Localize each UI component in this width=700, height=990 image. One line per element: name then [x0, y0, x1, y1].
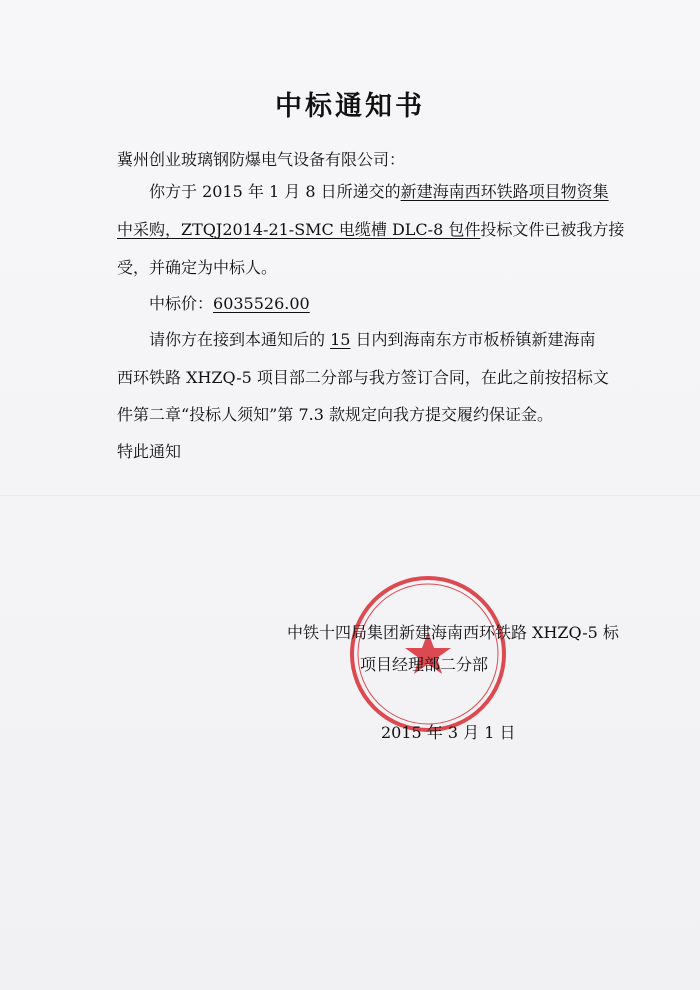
signature-date: 2015 年 3 月 1 日: [381, 723, 516, 742]
para2-line2: 西环铁路 XHZQ-5 项目部二分部与我方签订合同，在此之前按招标文: [117, 368, 609, 387]
bid-price: [149, 294, 310, 314]
para1-line2: [117, 220, 624, 240]
addressee: 冀州创业玻璃钢防爆电气设备有限公司：: [117, 150, 406, 169]
project-name-part2: 中采购，ZTQJ2014-21-SMC 电缆槽 DLC-8 包件: [117, 220, 481, 239]
signature-org-line1: 中铁十四局集团新建海南西环铁路 XHZQ-5 标: [287, 623, 619, 642]
closing-text: 特此通知: [117, 442, 182, 461]
bid-price-value: 6035526.00: [213, 294, 310, 313]
para2-line3: 件第二章“投标人须知”第 7.3 款规定向我方提交履约保证金。: [117, 405, 553, 424]
para1-line1-text: 你方于 2015 年 1 月 8 日所递交的: [149, 182, 401, 201]
signature-org-line2: 项目经理部二分部: [360, 655, 489, 674]
para2-line1-pre: 请你方在接到本通知后的: [149, 330, 331, 349]
para1-line1: [149, 182, 609, 202]
bid-price-label: 中标价：: [149, 294, 214, 313]
deadline-days: 15: [330, 330, 351, 349]
para1-line2-text: 投标文件已被我方接: [480, 220, 625, 239]
para2-line1: [149, 330, 596, 350]
para2-line1-post: 日内到海南东方市板桥镇新建海南: [350, 330, 596, 349]
document-title: 中标通知书: [275, 91, 425, 122]
fold-line: [0, 495, 700, 496]
project-name-part1: 新建海南西环铁路项目物资集: [400, 182, 609, 201]
para1-line3: 受，并确定为中标人。: [117, 258, 278, 277]
